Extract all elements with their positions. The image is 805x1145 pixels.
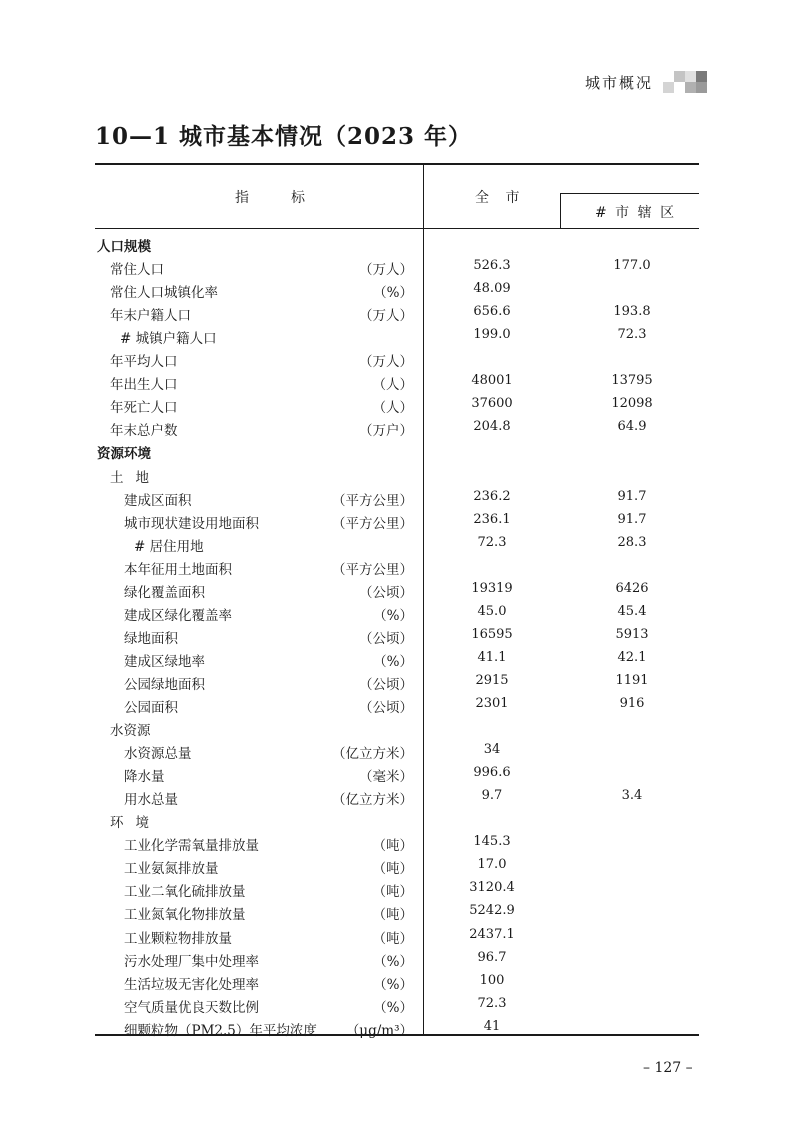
row-value-district: 916 [619, 696, 645, 711]
row-value-city: 96.7 [477, 949, 507, 965]
row-label: 公园绿地面积 [124, 676, 205, 693]
table-row [0, 970, 805, 993]
row-label: 本年征用土地面积 [124, 561, 232, 578]
column-header-indicator: 指 标 [235, 190, 319, 206]
row-unit: （吨） [372, 861, 413, 878]
row-unit: （公顷） [359, 584, 413, 601]
table-row [0, 301, 805, 324]
row-value-district: 42.1 [617, 649, 647, 665]
table-row [0, 670, 805, 693]
row-label: 环境 [110, 815, 161, 832]
row-unit: （%） [373, 999, 413, 1016]
row-label: 人口规模 [97, 239, 151, 255]
table-row [0, 486, 805, 509]
row-label: 建成区面积 [124, 492, 192, 509]
row-unit: （%） [373, 976, 413, 993]
row-value-city: 526.3 [473, 258, 511, 274]
row-unit: （吨） [372, 884, 413, 901]
table-row [0, 439, 805, 462]
column-header-district: # 市 辖 区 [595, 205, 677, 221]
row-value-city: 145.3 [473, 834, 511, 850]
row-unit: （平方公里） [332, 561, 413, 578]
row-unit: （亿立方米） [332, 746, 413, 763]
row-value-district: 12098 [611, 396, 653, 412]
table-row [0, 232, 805, 255]
row-value-district: 177.0 [613, 258, 651, 274]
row-value-city: 236.1 [473, 511, 511, 527]
row-value-district: 193.8 [613, 304, 651, 320]
row-value-city: 72.3 [477, 995, 507, 1011]
table-row [0, 993, 805, 1016]
row-label: 污水处理厂集中处理率 [124, 953, 259, 970]
row-unit: （万人） [359, 354, 413, 371]
row-label: 绿地面积 [124, 630, 178, 647]
row-value-city: 199.0 [473, 327, 511, 343]
table-row [0, 924, 805, 947]
row-label: 空气质量优良天数比例 [124, 999, 259, 1016]
row-label: 降水量 [124, 769, 165, 786]
row-label: 年平均人口 [110, 354, 178, 371]
row-label: 工业化学需氧量排放量 [124, 838, 259, 855]
row-value-city: 100 [479, 972, 505, 988]
row-value-city: 16595 [471, 626, 513, 642]
table-row [0, 877, 805, 900]
page-title: 10—1 城市基本情况（2023 年） [95, 123, 473, 150]
table-row [0, 370, 805, 393]
subheader-rule-h [560, 193, 699, 194]
table-row [0, 854, 805, 877]
table-row [0, 808, 805, 831]
table-row [0, 716, 805, 739]
row-unit: （亿立方米） [332, 792, 413, 809]
row-label: 城市现状建设用地面积 [124, 515, 259, 532]
row-value-city: 41.1 [477, 649, 507, 665]
table-top-rule [95, 163, 699, 165]
row-value-city: 996.6 [473, 765, 511, 781]
row-value-district: 3.4 [621, 788, 643, 804]
table-row [0, 416, 805, 439]
row-value-city: 2301 [475, 696, 509, 711]
row-label: 常住人口城镇化率 [110, 285, 218, 302]
table-row [0, 463, 805, 486]
row-value-city: 2915 [475, 672, 509, 688]
row-value-district: 1191 [615, 672, 649, 688]
row-value-district: 6426 [615, 580, 649, 596]
page-number: – 127 – [643, 1060, 693, 1076]
row-label: 年出生人口 [110, 377, 178, 394]
chapter-name: 城市概况 [585, 73, 654, 92]
row-label: 建成区绿地率 [124, 653, 205, 670]
table-row [0, 255, 805, 278]
row-unit: （万户） [359, 423, 413, 440]
table-row [0, 278, 805, 301]
row-unit: （平方公里） [332, 515, 413, 532]
table-row [0, 324, 805, 347]
table-row [0, 900, 805, 923]
row-value-district: 91.7 [617, 511, 647, 527]
table-row [0, 693, 805, 716]
row-unit: （吨） [372, 930, 413, 947]
row-value-district: 45.4 [617, 603, 647, 619]
table-row [0, 785, 805, 808]
row-value-district: 13795 [611, 373, 653, 389]
row-value-city: 72.3 [477, 534, 507, 550]
row-unit: （毫米） [359, 769, 413, 786]
table-row [0, 393, 805, 416]
row-value-district: 28.3 [617, 534, 647, 550]
row-unit: （吨） [372, 907, 413, 924]
table-row [0, 347, 805, 370]
table-row [0, 555, 805, 578]
row-value-district: 72.3 [617, 327, 647, 343]
row-value-city: 37600 [471, 396, 513, 412]
table-row [0, 762, 805, 785]
table-row [0, 947, 805, 970]
row-value-city: 48001 [471, 373, 513, 389]
row-label: 生活垃圾无害化处理率 [124, 976, 259, 993]
row-label: 工业二氧化硫排放量 [124, 884, 246, 901]
row-label: 工业氮氧化物排放量 [124, 907, 246, 924]
row-label: 用水总量 [124, 792, 178, 809]
row-label: 常住人口 [110, 262, 164, 279]
row-unit: （公顷） [359, 630, 413, 647]
row-unit: （万人） [359, 308, 413, 325]
row-label: 建成区绿化覆盖率 [124, 607, 232, 624]
table-row [0, 601, 805, 624]
table-row [0, 831, 805, 854]
row-value-city: 236.2 [473, 488, 511, 504]
table-row [0, 509, 805, 532]
row-label: 细颗粒物（PM2.5）年平均浓度 [124, 1022, 317, 1039]
row-unit: （吨） [372, 838, 413, 855]
table-header-rule [95, 228, 699, 229]
column-header-city: 全 市 [475, 190, 526, 206]
table-row [0, 624, 805, 647]
row-value-city: 45.0 [477, 603, 507, 619]
row-label: 工业颗粒物排放量 [124, 930, 232, 947]
page-header [585, 70, 707, 94]
row-label: # 城镇户籍人口 [120, 331, 217, 348]
row-unit: （人） [372, 377, 413, 394]
row-value-city: 2437.1 [469, 926, 515, 942]
row-label: 公园面积 [124, 700, 178, 716]
table-row [0, 647, 805, 670]
row-label: 绿化覆盖面积 [124, 584, 205, 601]
row-unit: （%） [373, 607, 413, 624]
row-value-district: 64.9 [617, 419, 647, 435]
table-row [0, 578, 805, 601]
row-label: 年死亡人口 [110, 400, 178, 417]
row-value-city: 17.0 [477, 857, 507, 873]
header-squares-icon [663, 71, 707, 93]
row-label: 工业氨氮排放量 [124, 861, 219, 878]
row-unit: （人） [372, 400, 413, 417]
row-value-district: 5913 [615, 626, 649, 642]
table-row [0, 1016, 805, 1039]
row-value-city: 34 [483, 742, 501, 758]
row-value-city: 656.6 [473, 304, 511, 320]
row-label: 水资源总量 [124, 746, 192, 763]
row-unit: （%） [373, 285, 413, 302]
row-value-city: 9.7 [481, 788, 503, 804]
row-label: 年末总户数 [110, 423, 178, 440]
row-value-city: 48.09 [473, 281, 511, 297]
row-unit: （万人） [359, 262, 413, 279]
row-unit: （公顷） [359, 676, 413, 693]
row-unit: （%） [373, 653, 413, 670]
row-unit: （平方公里） [332, 492, 413, 509]
table-row [0, 739, 805, 762]
row-value-city: 41 [483, 1018, 501, 1034]
row-label: 年末户籍人口 [110, 308, 191, 325]
table-row [0, 532, 805, 555]
row-label: 土地 [110, 469, 161, 486]
row-value-city: 19319 [471, 580, 513, 596]
row-unit: （μg/m³） [345, 1022, 413, 1039]
row-value-city: 5242.9 [469, 903, 515, 919]
subheader-rule-v [560, 193, 561, 228]
row-unit: （%） [373, 953, 413, 970]
row-unit: （公顷） [359, 700, 413, 716]
row-value-district: 91.7 [617, 488, 647, 504]
row-value-city: 204.8 [473, 419, 511, 435]
row-label: # 居住用地 [134, 538, 204, 555]
row-value-city: 3120.4 [469, 880, 515, 896]
row-label: 水资源 [110, 723, 151, 740]
row-label: 资源环境 [97, 446, 151, 463]
